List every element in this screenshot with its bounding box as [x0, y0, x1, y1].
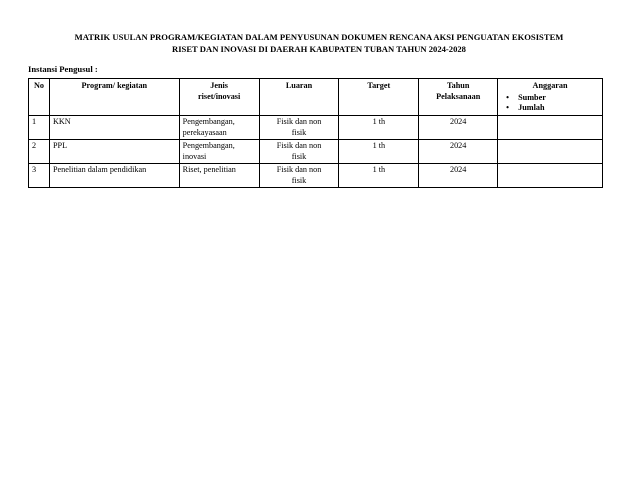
cell-anggaran: [498, 116, 603, 140]
cell-luaran-line-2: fisik: [291, 127, 307, 137]
header-jenis-line-2: riset/inovasi: [197, 91, 241, 101]
cell-anggaran: [498, 140, 603, 164]
title-line-1: MATRIK USULAN PROGRAM/KEGIATAN DALAM PENYUSUNAN DOKUMEN RENCANA AKSI PENGUATAN EKOSISTEM: [74, 32, 564, 42]
header-program: Program/ kegiatan: [49, 79, 179, 116]
cell-no: 3: [29, 164, 50, 188]
cell-tahun: 2024: [419, 140, 498, 164]
cell-program: KKN: [49, 116, 179, 140]
cell-no: 2: [29, 140, 50, 164]
cell-tahun: 2024: [419, 116, 498, 140]
header-jenis-line-1: Jenis: [210, 81, 228, 90]
cell-luaran: [259, 116, 339, 140]
header-tahun: [419, 79, 498, 116]
anggaran-item-jumlah: • Jumlah: [518, 103, 599, 114]
cell-jenis-line-1: Riset, penelitian: [182, 165, 236, 174]
instansi-label: Instansi Pengusul :: [28, 64, 98, 74]
cell-no: 1: [29, 116, 50, 140]
cell-jenis: [179, 116, 259, 140]
cell-jenis-line-1: Pengembangan,: [182, 141, 235, 150]
cell-jenis-line-2: inovasi: [182, 151, 207, 161]
table-row: [29, 164, 603, 188]
cell-jenis-line-1: Pengembangan,: [182, 117, 235, 126]
matrix-table: [28, 78, 603, 188]
header-anggaran-label: Anggaran: [532, 81, 568, 90]
header-anggaran: [498, 79, 603, 116]
cell-luaran-line-2: fisik: [291, 151, 307, 161]
header-tahun-line-2: Pelaksanaan: [436, 91, 481, 101]
anggaran-item-sumber: • Sumber: [518, 93, 599, 104]
table-row: [29, 116, 603, 140]
cell-luaran-line-1: Fisik dan non: [276, 141, 322, 150]
cell-luaran: [259, 140, 339, 164]
header-luaran: Luaran: [259, 79, 339, 116]
cell-tahun: 2024: [419, 164, 498, 188]
cell-luaran-line-1: Fisik dan non: [276, 165, 322, 174]
cell-luaran: [259, 164, 339, 188]
cell-luaran-line-2: fisik: [291, 175, 307, 185]
anggaran-bullet-list: [501, 93, 599, 114]
cell-luaran-line-1: Fisik dan non: [276, 117, 322, 126]
cell-program: PPL: [49, 140, 179, 164]
header-target: Target: [339, 79, 419, 116]
title-line-2: RISET DAN INOVASI DI DAERAH KABUPATEN TUBAN TAHUN 2024-2028: [172, 44, 466, 54]
header-jenis: [179, 79, 259, 116]
cell-target: 1 th: [339, 140, 419, 164]
cell-target: 1 th: [339, 116, 419, 140]
cell-program: Penelitian dalam pendidikan: [49, 164, 179, 188]
cell-jenis-line-2: perekayasaan: [182, 127, 227, 137]
header-tahun-line-1: Tahun: [446, 81, 470, 90]
document-title: [0, 31, 638, 55]
cell-anggaran: [498, 164, 603, 188]
cell-jenis: [179, 164, 259, 188]
cell-jenis: [179, 140, 259, 164]
cell-target: 1 th: [339, 164, 419, 188]
header-no: No: [29, 79, 50, 116]
table-row: [29, 140, 603, 164]
table-header-row: [29, 79, 603, 116]
